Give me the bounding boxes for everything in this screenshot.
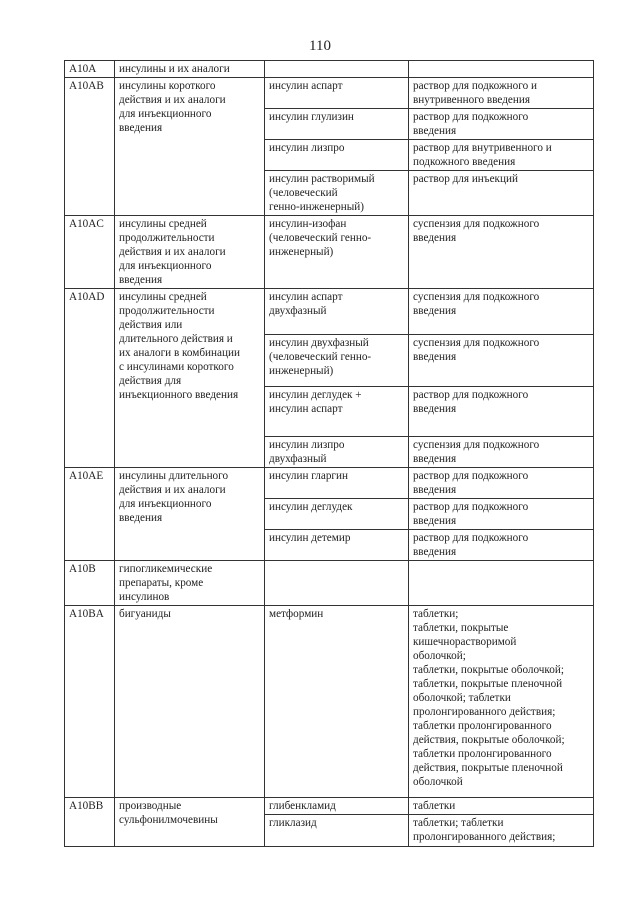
group-name-cell: инсулины короткого действия и их аналоги для инъекционного введения xyxy=(115,78,265,216)
table-row xyxy=(65,216,594,289)
atc-code-cell: A10AB xyxy=(65,78,115,216)
dosage-form-cell: суспензия для подкожного введения xyxy=(409,437,594,468)
group-name-cell: инсулины средней продолжительности действия или длительного действия и их аналоги в комбинации с инсулинами короткого действия для инъекционного введения xyxy=(115,289,265,468)
dosage-form-cell: раствор для подкожного введения xyxy=(409,109,594,140)
dosage-form-cell: раствор для подкожного и внутривенного введения xyxy=(409,78,594,109)
page-number: 110 xyxy=(309,38,331,54)
group-name-cell: гипогликемические препараты, кроме инсулинов xyxy=(115,561,265,606)
dosage-form-cell: таблетки xyxy=(409,798,594,815)
drug-name-cell: инсулин глулизин xyxy=(265,109,409,140)
drug-name-cell: инсулин лизпро двухфазный xyxy=(265,437,409,468)
drug-name-cell: инсулин растворимый (человеческий генно-инженерный) xyxy=(265,171,409,216)
table-row xyxy=(65,606,594,798)
drug-name-cell xyxy=(265,561,409,606)
drug-name-cell: инсулин деглудек + инсулин аспарт xyxy=(265,387,409,437)
drug-name-cell: инсулин аспарт xyxy=(265,78,409,109)
drug-name-cell: инсулин-изофан (человеческий генно- инженерный) xyxy=(265,216,409,289)
drug-name-cell: инсулин лизпро xyxy=(265,140,409,171)
drug-name-cell: инсулин гларгин xyxy=(265,468,409,499)
drug-name-cell: инсулин двухфазный (человеческий генно- инженерный) xyxy=(265,335,409,387)
drug-name-cell: инсулин детемир xyxy=(265,530,409,561)
drug-name-cell: гликлазид xyxy=(265,815,409,847)
atc-code-cell: A10AC xyxy=(65,216,115,289)
table-row xyxy=(65,798,594,815)
group-name-cell: бигуаниды xyxy=(115,606,265,798)
dosage-form-cell: суспензия для подкожного введения xyxy=(409,289,594,335)
dosage-form-cell: раствор для подкожного введения xyxy=(409,387,594,437)
table-row xyxy=(65,561,594,606)
group-name-cell: инсулины длительного действия и их аналоги для инъекционного введения xyxy=(115,468,265,561)
drug-name-cell: инсулин деглудек xyxy=(265,499,409,530)
dosage-form-cell: раствор для подкожного введения xyxy=(409,530,594,561)
atc-code-cell: A10A xyxy=(65,61,115,78)
table-row xyxy=(65,468,594,499)
dosage-form-cell: суспензия для подкожного введения xyxy=(409,335,594,387)
table-row xyxy=(65,61,594,78)
group-name-cell: производные сульфонилмочевины xyxy=(115,798,265,847)
atc-code-cell: A10AE xyxy=(65,468,115,561)
atc-code-cell: A10BB xyxy=(65,798,115,847)
dosage-form-cell xyxy=(409,561,594,606)
atc-code-cell: A10AD xyxy=(65,289,115,468)
dosage-form-cell: раствор для подкожного введения xyxy=(409,468,594,499)
dosage-form-cell xyxy=(409,61,594,78)
dosage-form-cell: таблетки; таблетки, покрытые кишечнорастворимой оболочкой; таблетки, покрытые оболочкой; таблетки, покрытые пленочной оболочкой; таблетки пролонгированного действия; таблетки пролонгированного действия, покрытые оболочкой; таблетки пролонгированного действия, покрытые пленочной оболочкой xyxy=(409,606,594,798)
table-row xyxy=(65,289,594,335)
atc-code-cell: A10BA xyxy=(65,606,115,798)
drug-name-cell xyxy=(265,61,409,78)
group-name-cell: инсулины средней продолжительности действия и их аналоги для инъекционного введения xyxy=(115,216,265,289)
drug-name-cell: глибенкламид xyxy=(265,798,409,815)
drug-classification-table xyxy=(64,60,594,847)
dosage-form-cell: раствор для подкожного введения xyxy=(409,499,594,530)
dosage-form-cell: раствор для инъекций xyxy=(409,171,594,216)
atc-code-cell: A10B xyxy=(65,561,115,606)
dosage-form-cell: суспензия для подкожного введения xyxy=(409,216,594,289)
drug-name-cell: инсулин аспарт двухфазный xyxy=(265,289,409,335)
drug-name-cell: метформин xyxy=(265,606,409,798)
table-row xyxy=(65,78,594,109)
dosage-form-cell: таблетки; таблетки пролонгированного действия; xyxy=(409,815,594,847)
dosage-form-cell: раствор для внутривенного и подкожного введения xyxy=(409,140,594,171)
group-name-cell: инсулины и их аналоги xyxy=(115,61,265,78)
